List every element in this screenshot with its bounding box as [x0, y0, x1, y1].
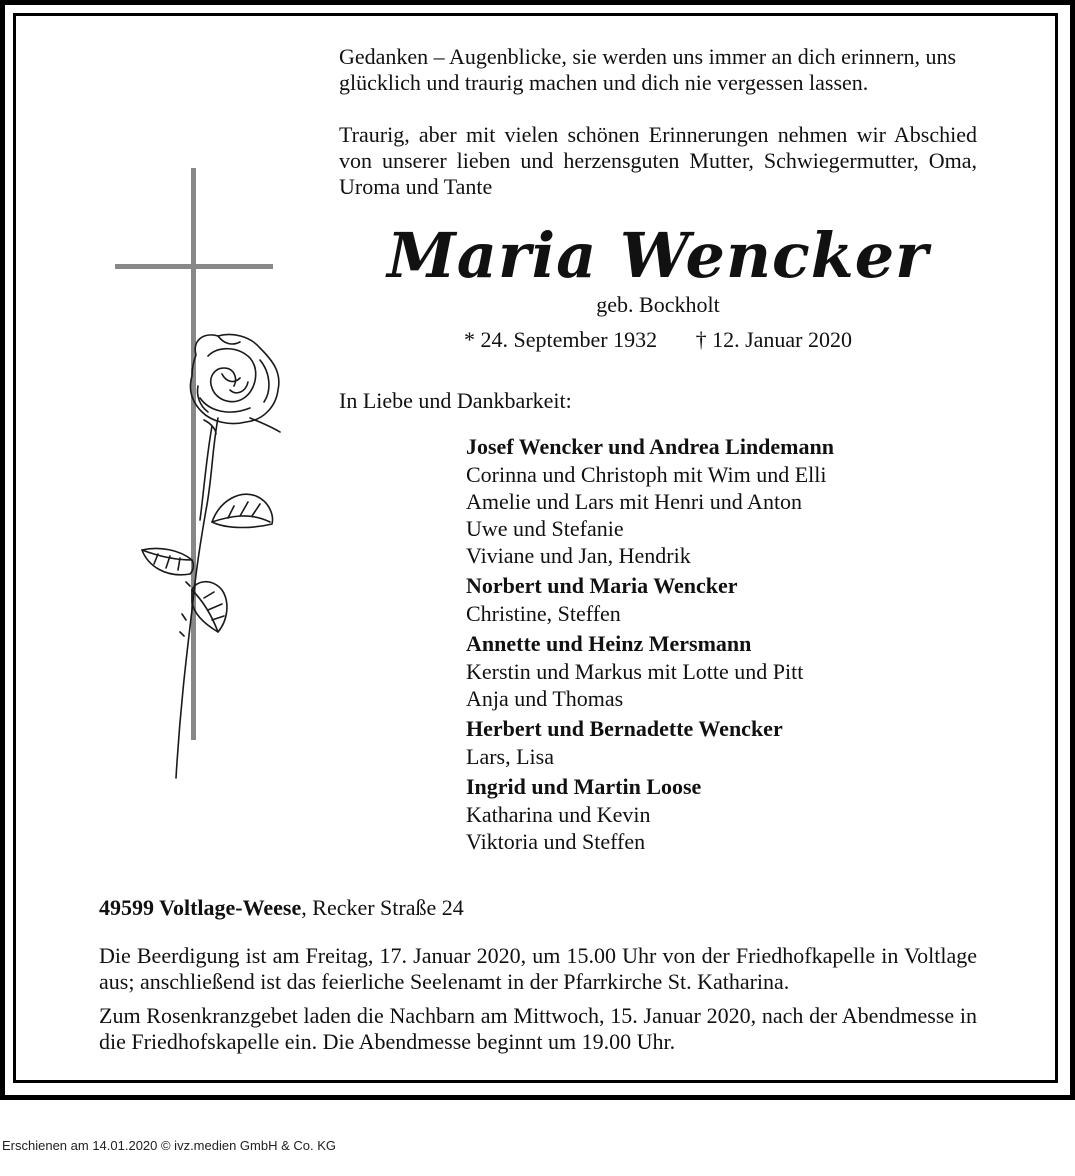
family-head: Annette und Heinz Mersmann — [466, 631, 752, 656]
birth-date: * 24. September 1932 — [463, 327, 658, 352]
death-date: † 12. Januar 2020 — [695, 327, 852, 352]
maiden-name: geb. Bockholt — [596, 292, 720, 317]
family-group — [466, 571, 1026, 627]
family-head: Josef Wencker und Andrea Lindemann — [466, 434, 834, 459]
family-member: Viktoria und Steffen — [466, 829, 646, 854]
family-member: Katharina und Kevin — [466, 802, 651, 827]
publication-footer: Erschienen am 14.01.2020 © ivz.medien GmbH & Co. KG — [2, 1138, 337, 1153]
family-member: Anja und Thomas — [466, 686, 624, 711]
family-head: Norbert und Maria Wencker — [466, 573, 738, 598]
deceased-name: Maria Wencker — [387, 219, 929, 292]
intro-farewell: Traurig, aber mit vielen schönen Erinnerungen nehmen wir Abschied von unserer lieben und herzensguten Mutter, Schwiegermutter, Oma, Uroma und Tante — [339, 122, 977, 199]
rose-icon — [142, 335, 280, 779]
family-member: Lars, Lisa — [466, 744, 554, 769]
family-member: Kerstin und Markus mit Lotte und Pitt — [466, 659, 804, 684]
funeral-notice: Die Beerdigung ist am Freitag, 17. Januar 2020, um 15.00 Uhr von der Friedhofkapelle in Voltlage aus; anschließend ist das feierliche Seelenamt in der Pfarrkirche St. Katharina. — [99, 943, 977, 994]
rosary-notice: Zum Rosenkranzgebet laden die Nachbarn am Mittwoch, 15. Januar 2020, nach der Abendmesse in die Friedhofskapelle ein. Die Abendmesse beginnt um 19.00 Uhr. — [99, 1003, 977, 1054]
family-group — [466, 629, 1026, 712]
family-member: Christine, Steffen — [466, 601, 621, 626]
family-head: Herbert und Bernadette Wencker — [466, 716, 783, 741]
cross-icon — [115, 168, 273, 740]
mourners-list — [466, 430, 1026, 855]
mourners-intro: In Liebe und Dankbarkeit: — [339, 388, 572, 413]
life-dates — [339, 327, 977, 353]
family-group — [466, 772, 1026, 855]
family-group — [466, 714, 1026, 770]
family-member: Corinna und Christoph mit Wim und Elli — [466, 462, 827, 487]
address-street: , Recker Straße 24 — [301, 895, 464, 920]
family-member: Amelie und Lars mit Henri und Anton — [466, 489, 803, 514]
family-group — [466, 432, 1026, 569]
address — [99, 895, 464, 921]
cross-with-rose-icon — [100, 150, 300, 790]
family-head: Ingrid und Martin Loose — [466, 774, 702, 799]
intro-verse: Gedanken – Augenblicke, sie werden uns immer an dich erinnern, uns glücklich und traurig machen und dich nie vergessen lassen. — [339, 44, 957, 95]
family-member: Viviane und Jan, Hendrik — [466, 543, 691, 568]
family-member: Uwe und Stefanie — [466, 516, 624, 541]
address-city: 49599 Voltlage-Weese — [99, 895, 302, 920]
